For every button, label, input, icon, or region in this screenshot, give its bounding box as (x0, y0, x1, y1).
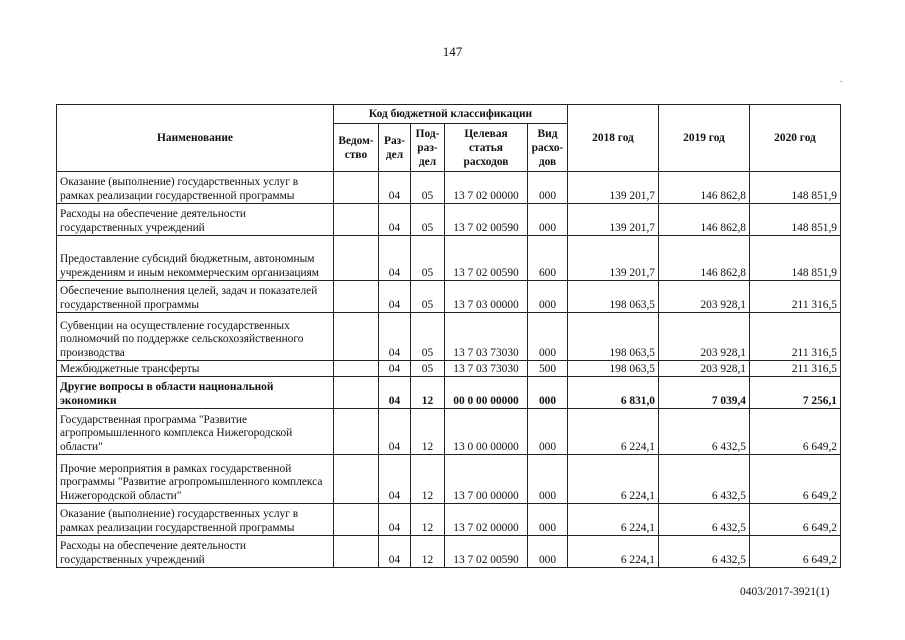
row-razdel: 04 (379, 409, 411, 455)
row-razdel: 04 (379, 536, 411, 568)
header-podrazdel: Под- раз- дел (411, 124, 445, 172)
table-row (57, 204, 841, 236)
row-2019: 6 432,5 (659, 536, 750, 568)
row-2019: 7 039,4 (659, 377, 750, 409)
row-name: Прочие мероприятия в рамках государственной программы "Развитие агропромышленного комплекса Нижегородской области" (57, 455, 334, 504)
row-podrazdel: 05 (411, 172, 445, 204)
row-2018: 198 063,5 (568, 281, 659, 313)
row-2018: 139 201,7 (568, 236, 659, 281)
stray-mark: . (840, 74, 843, 85)
row-2019: 6 432,5 (659, 455, 750, 504)
row-vid: 000 (528, 536, 568, 568)
row-ved (334, 172, 379, 204)
row-2020: 211 316,5 (750, 281, 841, 313)
row-2020: 7 256,1 (750, 377, 841, 409)
row-2019: 6 432,5 (659, 409, 750, 455)
row-ved (334, 455, 379, 504)
table-row (57, 361, 841, 377)
row-csr: 13 7 00 00000 (445, 455, 528, 504)
row-2019: 146 862,8 (659, 236, 750, 281)
row-name: Обеспечение выполнения целей, задач и показателей государственной программы (57, 281, 334, 313)
row-podrazdel: 05 (411, 361, 445, 377)
row-ved (334, 536, 379, 568)
row-razdel: 04 (379, 204, 411, 236)
header-group: Код бюджетной классификации (334, 105, 568, 124)
row-2020: 6 649,2 (750, 536, 841, 568)
row-vid: 000 (528, 313, 568, 361)
row-2018: 6 224,1 (568, 504, 659, 536)
row-razdel: 04 (379, 172, 411, 204)
table-row (57, 236, 841, 281)
row-name: Субвенции на осуществление государственных полномочий по поддержке сельскохозяйственного производства (57, 313, 334, 361)
row-razdel: 04 (379, 361, 411, 377)
header-csr: Целевая статья расходов (445, 124, 528, 172)
row-ved (334, 504, 379, 536)
row-razdel: 04 (379, 236, 411, 281)
document-code: 0403/2017-3921(1) (740, 586, 830, 598)
row-podrazdel: 05 (411, 204, 445, 236)
row-2018: 139 201,7 (568, 172, 659, 204)
row-vid: 000 (528, 281, 568, 313)
row-name: Оказание (выполнение) государственных услуг в рамках реализации государственной программы (57, 504, 334, 536)
row-razdel: 04 (379, 377, 411, 409)
row-razdel: 04 (379, 504, 411, 536)
row-podrazdel: 05 (411, 281, 445, 313)
row-csr: 13 7 02 00000 (445, 172, 528, 204)
table-row (57, 281, 841, 313)
row-csr: 00 0 00 00000 (445, 377, 528, 409)
row-2018: 139 201,7 (568, 204, 659, 236)
row-name: Другие вопросы в области национальной экономики (57, 377, 334, 409)
row-vid: 000 (528, 455, 568, 504)
row-vid: 000 (528, 409, 568, 455)
row-2019: 6 432,5 (659, 504, 750, 536)
row-ved (334, 409, 379, 455)
row-razdel: 04 (379, 455, 411, 504)
row-csr: 13 7 02 00590 (445, 204, 528, 236)
row-2018: 6 224,1 (568, 409, 659, 455)
row-vid: 500 (528, 361, 568, 377)
row-podrazdel: 12 (411, 409, 445, 455)
row-2019: 146 862,8 (659, 204, 750, 236)
row-2020: 148 851,9 (750, 236, 841, 281)
header-name: Наименование (57, 105, 334, 172)
row-csr: 13 7 02 00590 (445, 236, 528, 281)
row-csr: 13 7 03 00000 (445, 281, 528, 313)
row-podrazdel: 12 (411, 504, 445, 536)
budget-table (56, 104, 841, 568)
header-2019: 2019 год (659, 105, 750, 172)
row-vid: 000 (528, 172, 568, 204)
table-row (57, 455, 841, 504)
row-podrazdel: 05 (411, 236, 445, 281)
row-2019: 146 862,8 (659, 172, 750, 204)
row-2020: 148 851,9 (750, 172, 841, 204)
row-ved (334, 204, 379, 236)
row-podrazdel: 05 (411, 313, 445, 361)
row-ved (334, 236, 379, 281)
table-row (57, 377, 841, 409)
header-vid: Вид расхо- дов (528, 124, 568, 172)
row-2020: 211 316,5 (750, 361, 841, 377)
row-csr: 13 7 02 00000 (445, 504, 528, 536)
row-ved (334, 377, 379, 409)
row-2018: 198 063,5 (568, 361, 659, 377)
header-2020: 2020 год (750, 105, 841, 172)
row-csr: 13 7 02 00590 (445, 536, 528, 568)
row-2019: 203 928,1 (659, 281, 750, 313)
row-razdel: 04 (379, 281, 411, 313)
row-2020: 148 851,9 (750, 204, 841, 236)
row-vid: 000 (528, 377, 568, 409)
row-vid: 000 (528, 204, 568, 236)
table-row (57, 313, 841, 361)
row-2019: 203 928,1 (659, 361, 750, 377)
row-name: Предоставление субсидий бюджетным, автономным учреждениям и иным некоммерческим организациям (57, 236, 334, 281)
row-name: Государственная программа "Развитие агропромышленного комплекса Нижегородской области" (57, 409, 334, 455)
header-2018: 2018 год (568, 105, 659, 172)
row-name: Расходы на обеспечение деятельности государственных учреждений (57, 536, 334, 568)
row-2020: 211 316,5 (750, 313, 841, 361)
row-podrazdel: 12 (411, 536, 445, 568)
row-vid: 000 (528, 504, 568, 536)
row-2018: 6 831,0 (568, 377, 659, 409)
row-ved (334, 361, 379, 377)
row-csr: 13 7 03 73030 (445, 313, 528, 361)
header-razdel: Раз- дел (379, 124, 411, 172)
table-row (57, 172, 841, 204)
row-podrazdel: 12 (411, 377, 445, 409)
row-name: Межбюджетные трансферты (57, 361, 334, 377)
row-name: Оказание (выполнение) государственных услуг в рамках реализации государственной программы (57, 172, 334, 204)
row-vid: 600 (528, 236, 568, 281)
row-2018: 6 224,1 (568, 536, 659, 568)
page-number: 147 (442, 44, 463, 59)
row-2020: 6 649,2 (750, 409, 841, 455)
row-2018: 198 063,5 (568, 313, 659, 361)
row-2018: 6 224,1 (568, 455, 659, 504)
table-row (57, 536, 841, 568)
row-ved (334, 281, 379, 313)
row-razdel: 04 (379, 313, 411, 361)
row-csr: 13 7 03 73030 (445, 361, 528, 377)
row-2020: 6 649,2 (750, 455, 841, 504)
row-2019: 203 928,1 (659, 313, 750, 361)
table-row (57, 409, 841, 455)
header-ved: Ведом- ство (334, 124, 379, 172)
row-podrazdel: 12 (411, 455, 445, 504)
row-name: Расходы на обеспечение деятельности государственных учреждений (57, 204, 334, 236)
row-csr: 13 0 00 00000 (445, 409, 528, 455)
row-2020: 6 649,2 (750, 504, 841, 536)
table-row (57, 504, 841, 536)
row-ved (334, 313, 379, 361)
